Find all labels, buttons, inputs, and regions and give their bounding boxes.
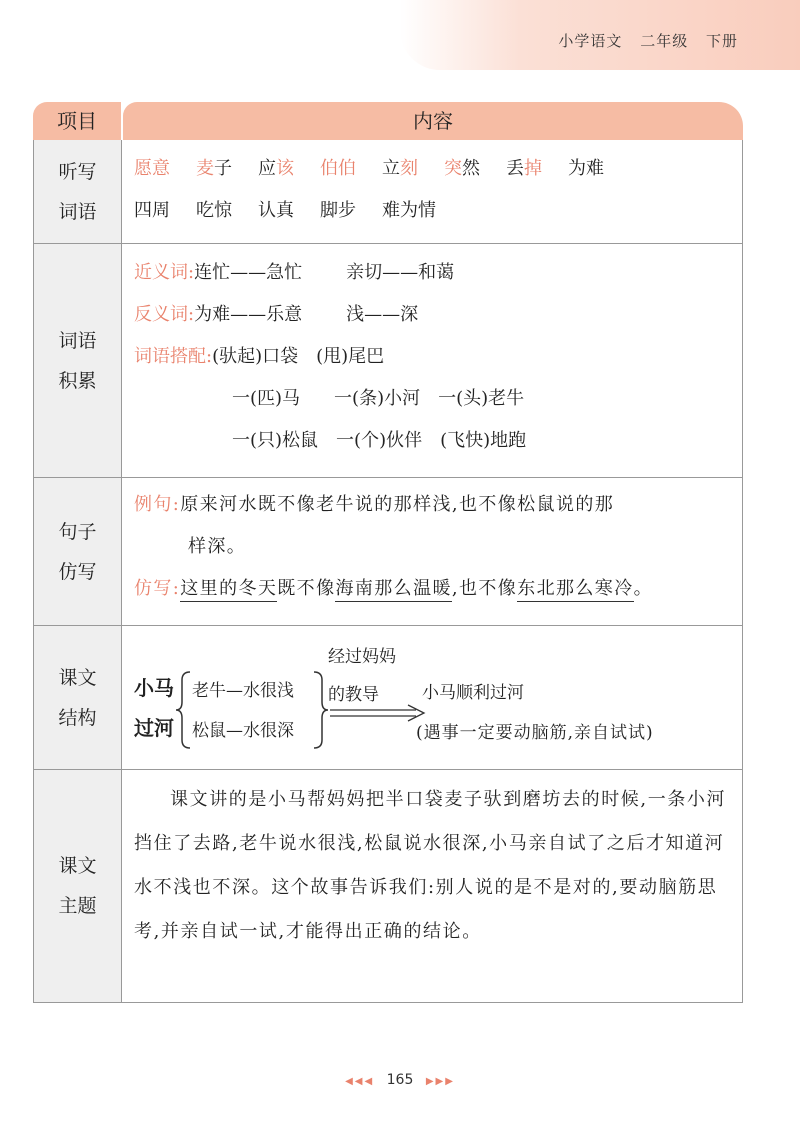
page-header [546, 30, 738, 51]
dictation-line-1 [134, 148, 730, 190]
example-label: 例句: [134, 494, 181, 515]
right-brace-icon [310, 670, 330, 750]
branch-squirrel: 松鼠—水很深 [192, 721, 294, 741]
collocation: 一(条)小河 [334, 388, 421, 409]
row-label: 听写 词语 [34, 140, 122, 243]
header-item: 项目 [33, 102, 121, 140]
left-brace-icon [174, 670, 194, 750]
collocation: (飞快)地跑 [440, 430, 527, 451]
collocation: 一(个)伙伴 [336, 430, 423, 451]
dictation-word: 认真 [258, 200, 294, 221]
right-arrows-icon: ▶▶▶ [425, 1076, 455, 1087]
example-sentence-cont: 样深。 [188, 536, 247, 557]
dictation-word: 脚步 [320, 200, 356, 221]
dictation-word: 为难 [568, 158, 604, 179]
dictation-line-2 [134, 190, 730, 232]
imitation-blank: 这里的冬天 [180, 578, 277, 602]
row-dictation [34, 140, 742, 243]
title-line-1: 小马 [134, 676, 174, 700]
collocation: (甩)尾巴 [316, 346, 385, 367]
sentence-content: 例句:原来河水既不像老牛说的那样浅,也不像松鼠说的那 样深。 仿写:这里的冬天既不像海南那么温暖,也不像东北那么寒冷。 [122, 478, 742, 625]
structure-diagram [122, 626, 742, 769]
dictation-word: 四周 [134, 200, 170, 221]
volume: 下册 [705, 32, 738, 50]
collocation: (驮起)口袋 [212, 346, 299, 367]
row-label: 句子 仿写 [34, 478, 122, 625]
dictation-word: 吃惊 [196, 200, 232, 221]
dictation-word: 愿意 [134, 158, 170, 179]
dictation-content [122, 140, 742, 243]
dictation-word: 麦子 [196, 158, 232, 179]
header-content: 内容 [123, 102, 743, 140]
row-label: 课文 结构 [34, 626, 122, 769]
subject: 小学语文 [558, 32, 623, 50]
grade: 二年级 [640, 32, 689, 50]
left-arrows-icon: ◀◀◀ [345, 1076, 375, 1087]
dictation-word: 立刻 [382, 158, 418, 179]
row-vocab [34, 243, 742, 477]
dictation-word: 伯伯 [320, 158, 356, 179]
antonym-pair: 为难——乐意 [194, 304, 303, 325]
table-header [33, 102, 743, 140]
page-number: 165 [386, 1072, 414, 1088]
antonym-label: 反义词: [134, 304, 195, 325]
dictation-word: 难为情 [382, 200, 436, 221]
antonym-pair: 浅——深 [346, 304, 419, 325]
dictation-word: 丢掉 [506, 158, 542, 179]
collocation: 一(只)松鼠 [232, 430, 319, 451]
via-mother: 经过妈妈 [328, 647, 396, 667]
row-label: 课文 主题 [34, 770, 122, 1002]
row-structure [34, 625, 742, 769]
theme-paragraph: 课文讲的是小马帮妈妈把半口袋麦子驮到磨坊去的时候,一条小河挡住了去路,老牛说水很浅,松鼠说水很深,小马亲自试了之后才知道河水不浅也不深。这个故事告诉我们:别人说的是不是对的,要动脑筋思考,并亲自试一试,才能得出正确的结论。 [134, 789, 727, 942]
row-label: 词语 积累 [34, 244, 122, 477]
dictation-word: 应该 [258, 158, 294, 179]
theme-content [122, 770, 742, 1002]
result: 小马顺利过河 [422, 683, 524, 703]
synonym-pair: 亲切——和蔼 [346, 262, 455, 283]
synonym-pair: 连忙——急忙 [194, 262, 303, 283]
via-teaching: 的教导 [328, 685, 379, 705]
imitation-blank: 东北那么寒冷 [517, 578, 633, 602]
imitation-blank: 海南那么温暖 [335, 578, 451, 602]
synonym-label: 近义词: [134, 262, 195, 283]
collocation-label: 词语搭配: [134, 346, 213, 367]
row-sentence [34, 477, 742, 625]
example-sentence: 原来河水既不像老牛说的那样浅,也不像松鼠说的那 [180, 494, 615, 515]
vocab-content [122, 244, 742, 477]
dictation-word: 突然 [444, 158, 480, 179]
imitation-label: 仿写: [134, 578, 181, 599]
collocation: 一(头)老牛 [438, 388, 525, 409]
row-theme [34, 769, 742, 1002]
lesson: (遇事一定要动脑筋,亲自试试) [416, 723, 654, 743]
page-footer [0, 1072, 800, 1088]
branch-ox: 老牛—水很浅 [192, 681, 294, 701]
collocation: 一(匹)马 [232, 388, 301, 409]
double-arrow-icon [328, 704, 428, 724]
summary-table [33, 102, 743, 1003]
title-line-2: 过河 [134, 716, 174, 740]
